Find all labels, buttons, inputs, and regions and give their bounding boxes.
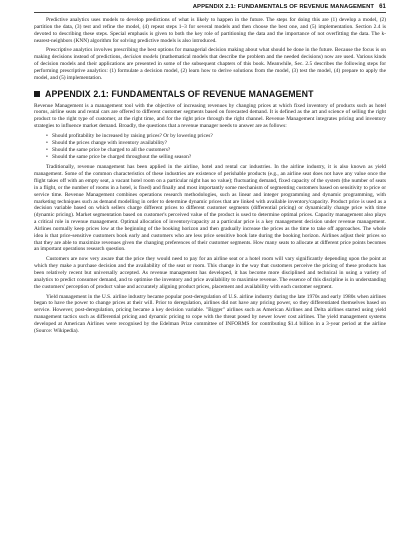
paragraph-prescriptive-text-b: (mathematical models that describe the problem and the needed decisions) now are used. Various kinds of decision models and their applications are presented in some of the subsequent chapters of this book. Meanwhile, Sec. 2.5 describes the following steps for performing prescriptive analytics: (1) formulate a decision model, (2) learn how to derive solutions from the model, (3) test the model, (4) prepare to apply the model, and (5) implementation.	[34, 54, 386, 81]
paragraph-customers: Customers are now very aware that the price they would need to pay for an airline seat or a hotel room will vary significantly depending upon the point at which they make a purchase decision and the availability of the seat or room. This change in the way that customers perceive the pricing of these products has been relatively recent but universally accepted. As revenue management has developed, it has become more disciplined and technical in using a variety of analytics to predict consumer demand, and to optimise the inventory and price availability to maximise revenue. The essence of this discipline is in understanding the customers' perception of product value and accurately aligning product prices, placement and availability with each customer segment.	[34, 256, 386, 290]
section-marker-icon	[34, 91, 40, 97]
paragraph-rm-definition: Revenue Management is a management tool with the objective of increasing revenues by changing prices at which fixed inventory of products such as hotel rooms, airline seats and rental cars are offered to different customer segments based on forecasted demand. It is defined as the art and science of selling the right product to the right type of customer, at the right time, and for the right price through the right channel. Revenue Management integrates pricing and inventory strategies to influence market demand. Broadly, the questions that a revenue manager needs to answer are as follows:	[34, 102, 386, 130]
bullet-icon: •	[46, 139, 48, 146]
section-heading-text: APPENDIX 2.1: FUNDAMENTALS OF REVENUE MANAGEMENT	[45, 88, 314, 99]
header-rule	[34, 12, 386, 13]
section-heading	[34, 89, 386, 99]
page-number: 61	[379, 4, 386, 10]
question-list-item: • Should profitability be increased by raising prices? Or by lowering prices?	[46, 132, 213, 139]
paragraph-yield-management: Yield management in the U.S. airline industry became popular post-deregulation of U.S. airline industry during the late 1970s and early 1980s when airlines began to have the power to change prices at their will. Prior to deregulation, airlines did not have any pricing power, so they differentiated themselves based on service. However, post-deregulation, pricing became a key decision variable. "Bigger" airlines such as American Airlines and Delta airlines started using yield management tactics such as differential pricing and dynamic pricing to cope with the threat posed by newer lower cost airlines. The yield management systems developed at American Airlines were recognised by the Edelman Prize committee of INFORMS for contributing $1.4 billion in a 3-year period at the airline (Source: Wikipedia).	[34, 293, 386, 334]
question-list-item: • Should the same price be charged to all the customers?	[46, 146, 171, 153]
paragraph-traditional: Traditionally, revenue management has been applied in the airline, hotel and rental car industries. In the airline industry, it is also known as yield management. Some of the common characteristics of these industries are existence of perishable products (e.g., an airline seat does not have any value once the flight takes off with an empty seat, a vacant hotel room on a particular night has no value); fluctuating demand, fixed capacity of the system (the number of seats in a flight, or the number of rooms in a hotel, is fixed) and finally and most importantly some mechanism of segmenting customers based on sensitivity to price or service time. Revenue Management combines operations research methodologies, such as linear and integer programming and dynamic programming, with marketing techniques such as demand modelling in order to determine dynamic prices that are linked with available inventory/capacity. Product price is used as a decision variable based on which sellers charge different prices to different customer segments (differential pricing) or dynamically change price with time (dynamic pricing). Market segmentation based on customer's perceived value of the product is used to determine optimal prices. Capacity management also plays a critical role in revenue management. Optimal allocation of inventory/capacity at a particular price is a key management decision under revenue management. Airlines normally keep prices low at the beginning of the booking horizon and then gradually increase the prices as the time to take off approaches. The whole idea is that price-sensitive customers book early and customers who are less price sensitive book late during the booking horizon. Airlines adjust their prices so that they are able to maximize revenues given the changing preferences of their customer segments. How many seats to allocate at different price points becomes an important operations research question.	[34, 164, 386, 253]
question-list	[34, 133, 386, 160]
bullet-icon: •	[46, 146, 48, 153]
running-header	[34, 2, 386, 12]
question-list-item: • Should the same price be charged throughout the selling season?	[46, 153, 192, 160]
paragraph-prescriptive-italic: decision models	[123, 54, 159, 61]
bullet-icon: •	[46, 153, 48, 160]
paragraph-prescriptive-text-a: Prescriptive analytics involves prescribing the best options for managerial decision making about what should be done in the future. Because the focus is on making decisions instead of predictions,	[34, 47, 386, 61]
running-header-title: APPENDIX 2.1: FUNDAMENTALS OF REVENUE MANAGEMENT	[192, 4, 375, 10]
question-list-item: • Should the prices change with inventory availability?	[46, 139, 167, 146]
page-body	[34, 17, 386, 338]
bullet-icon: •	[46, 132, 48, 139]
paragraph-predictive: Predictive analytics uses models to develop predictions of what is likely to happen in the future. The steps for doing this are (1) develop a model, (2) partition the data, (3) test and refine the model, (4) repeat steps 1–3 for several models and then choose the best one, and (5) implementation. Section 2.4 is devoted to describing these steps. Special emphasis is given to both the key role of partitioning the data and the importance of not overfitting the data. The k-nearest-neighbors (KNN) algorithm for solving predictive models is also introduced.	[34, 17, 386, 44]
paragraph-prescriptive	[34, 47, 386, 81]
